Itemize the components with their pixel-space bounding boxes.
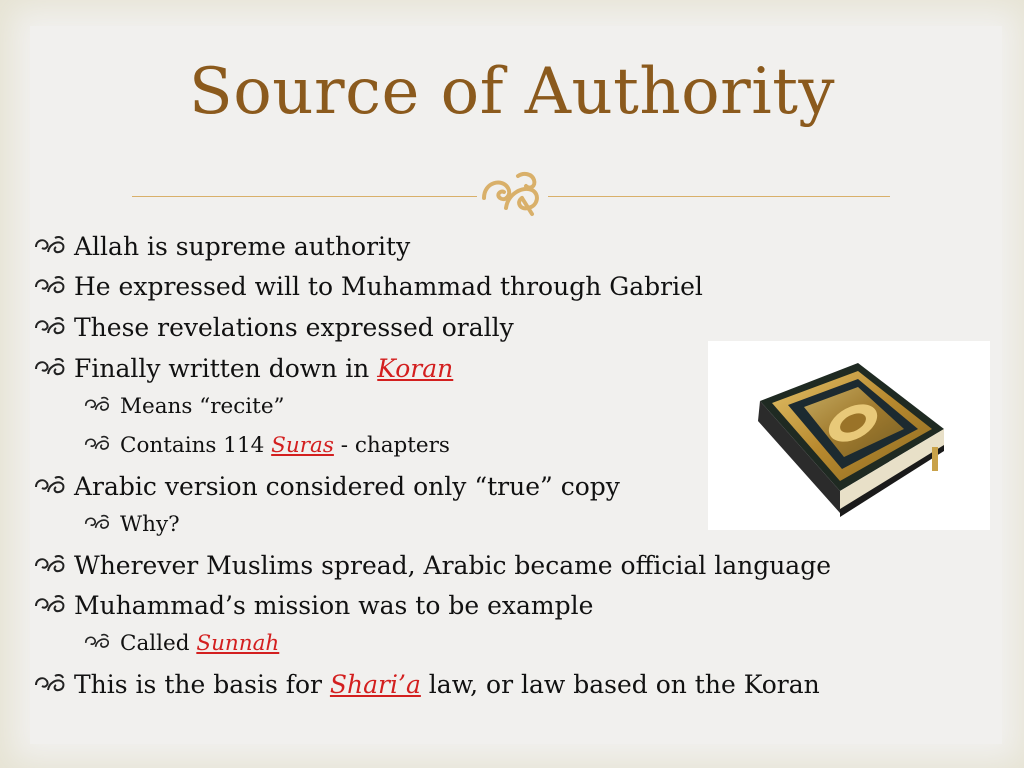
fleuron-bullet-icon — [34, 672, 74, 701]
list-subitem — [84, 631, 279, 657]
slide-title: Source of Authority — [188, 55, 836, 129]
term-suras: Suras — [271, 433, 334, 458]
list-subitem — [84, 433, 450, 459]
list-item — [34, 591, 593, 622]
list-item — [34, 313, 514, 344]
bullet-text: Muhammad’s mission was to be example — [74, 591, 594, 620]
fleuron-bullet-icon — [84, 632, 120, 657]
bullet-text: Means “recite” — [120, 394, 285, 419]
quran-book-illustration — [708, 341, 990, 530]
list-item — [34, 272, 703, 303]
bullet-text: Arabic version considered only “true” copy — [74, 472, 620, 501]
term-koran: Koran — [377, 354, 454, 383]
bullet-text: He expressed will to Muhammad through Gabriel — [74, 272, 703, 301]
quran-book-image — [708, 341, 990, 530]
fleuron-bullet-icon — [84, 513, 120, 538]
fleuron-ornament-icon — [478, 168, 548, 218]
fleuron-bullet-icon — [34, 553, 74, 582]
list-item — [34, 354, 453, 385]
fleuron-bullet-icon — [34, 315, 74, 344]
term-sharia: Shari’a — [329, 670, 421, 699]
bullet-text: Called — [120, 631, 197, 656]
bullet-text: Contains 114 — [120, 433, 272, 458]
term-sunnah: Sunnah — [196, 631, 280, 656]
divider-left — [132, 196, 477, 197]
list-item — [34, 232, 410, 263]
fleuron-bullet-icon — [84, 395, 120, 420]
list-item — [34, 551, 831, 582]
list-subitem — [84, 394, 285, 420]
bullet-text: Why? — [120, 512, 180, 537]
list-item — [34, 670, 820, 701]
bullet-text: Allah is supreme authority — [74, 232, 411, 261]
list-subitem — [84, 512, 180, 538]
fleuron-bullet-icon — [34, 234, 74, 263]
bullet-text: These revelations expressed orally — [74, 313, 514, 342]
fleuron-bullet-icon — [84, 434, 120, 459]
list-item — [34, 472, 620, 503]
fleuron-bullet-icon — [34, 274, 74, 303]
bullet-text: - chapters — [333, 433, 450, 458]
bullet-text: Finally written down in — [74, 354, 378, 383]
divider-right — [548, 196, 890, 197]
bullet-text: Wherever Muslims spread, Arabic became official language — [74, 551, 832, 580]
fleuron-bullet-icon — [34, 593, 74, 622]
fleuron-bullet-icon — [34, 474, 74, 503]
fleuron-bullet-icon — [34, 356, 74, 385]
bullet-text: law, or law based on the Koran — [420, 670, 820, 699]
bullet-text: This is the basis for — [74, 670, 330, 699]
